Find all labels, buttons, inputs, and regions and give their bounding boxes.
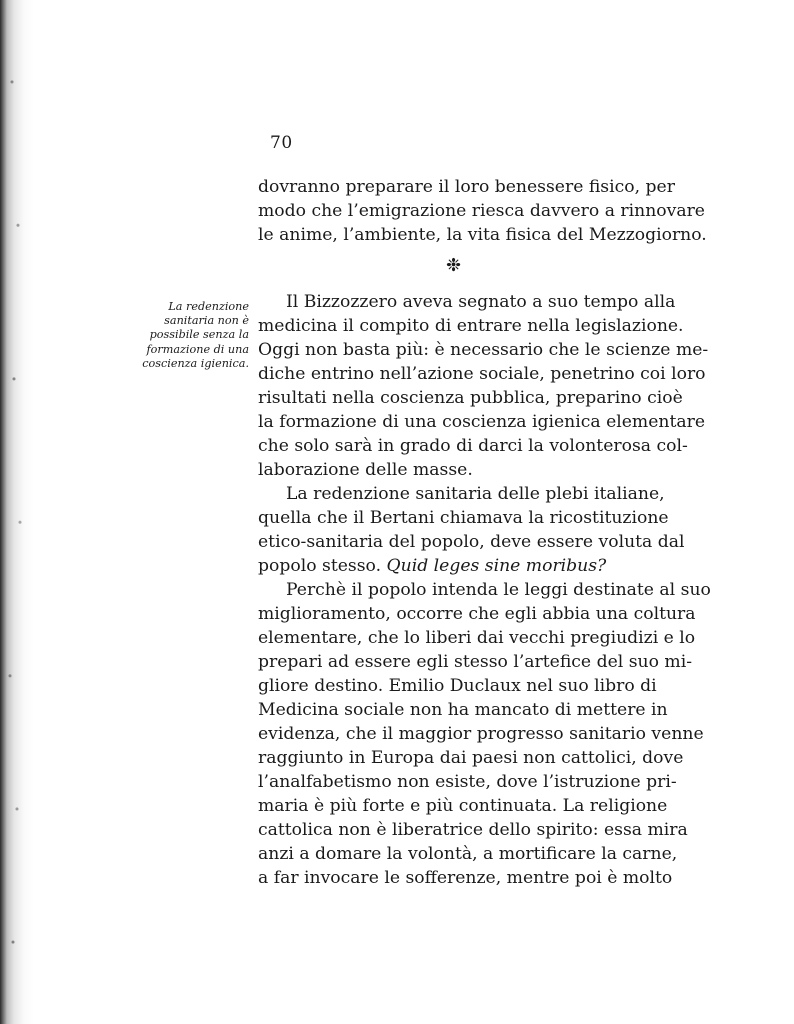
text-line: gliore destino. Emilio Duclaux nel suo libro di [258, 676, 657, 696]
text-line: quella che il Bertani chiamava la ricostituzione [258, 508, 669, 528]
text-line: le anime, l’ambiente, la vita fisica del Mezzogiorno. [258, 225, 707, 245]
text-line: miglioramento, occorre che egli abbia una coltura [258, 604, 696, 624]
text-line: laborazione delle masse. [258, 460, 473, 480]
text-line: diche entrino nell’azione sociale, penetrino coi loro [258, 364, 706, 384]
text-line: Il Bizzozzero aveva segnato a suo tempo alla [286, 292, 676, 312]
marginal-note-line: possibile senza la [149, 328, 249, 342]
text-line: raggiunto in Europa dai paesi non cattolici, dove [258, 748, 684, 768]
page-number: 70 [270, 133, 293, 153]
text-line: prepari ad essere egli stesso l’artefice del suo mi- [258, 652, 693, 672]
text-line: evidenza, che il maggior progresso sanitario venne [258, 724, 704, 744]
binding-speckle [6, 0, 26, 1024]
text-line: a far invocare le sofferenze, mentre poi è molto [258, 868, 673, 888]
latin-quote: Quid leges sine moribus? [386, 556, 607, 576]
text-line: maria è più forte e più continuata. La religione [258, 796, 668, 816]
section-separator: ❉ [446, 255, 462, 276]
text-fragment: popolo stesso. [258, 556, 387, 576]
text-line: Medicina sociale non ha mancato di mettere in [258, 700, 668, 720]
text-line: che solo sarà in grado di darci la volonterosa col- [258, 436, 688, 456]
main-text [258, 290, 711, 890]
text-line: dovranno preparare il loro benessere fisico, per [258, 177, 675, 197]
text-line: Oggi non basta più: è necessario che le scienze me- [258, 340, 709, 360]
marginal-note-line: formazione di una [146, 342, 249, 356]
marginal-note [132, 300, 249, 371]
text-line [258, 554, 642, 578]
text-line: elementare, che lo liberi dai vecchi pregiudizi e lo [258, 628, 696, 648]
text-line: etico-sanitaria del popolo, deve essere voluta dal [258, 532, 685, 552]
marginal-note-line: La redenzione [168, 300, 249, 313]
text-line: l’analfabetismo non esiste, dove l’istruzione pri- [258, 772, 677, 792]
text-line: risultati nella coscienza pubblica, preparino cioè [258, 388, 683, 408]
text-line: La redenzione sanitaria delle plebi italiane, [286, 484, 665, 504]
text-line: anzi a domare la volontà, a mortificare la carne, [258, 844, 678, 864]
text-line: medicina il compito di entrare nella legislazione. [258, 316, 684, 336]
text-line: cattolica non è liberatrice dello spirito: essa mira [258, 820, 688, 840]
text-line: la formazione di una coscienza igienica elementare [258, 412, 706, 432]
top-paragraph [258, 175, 707, 247]
text-line: Perchè il popolo intenda le leggi destinate al suo [286, 580, 711, 600]
marginal-note-line: sanitaria non è [164, 314, 249, 328]
text-line: modo che l’emigrazione riesca davvero a rinnovare [258, 201, 705, 221]
marginal-note-line: coscienza igienica. [142, 356, 249, 370]
